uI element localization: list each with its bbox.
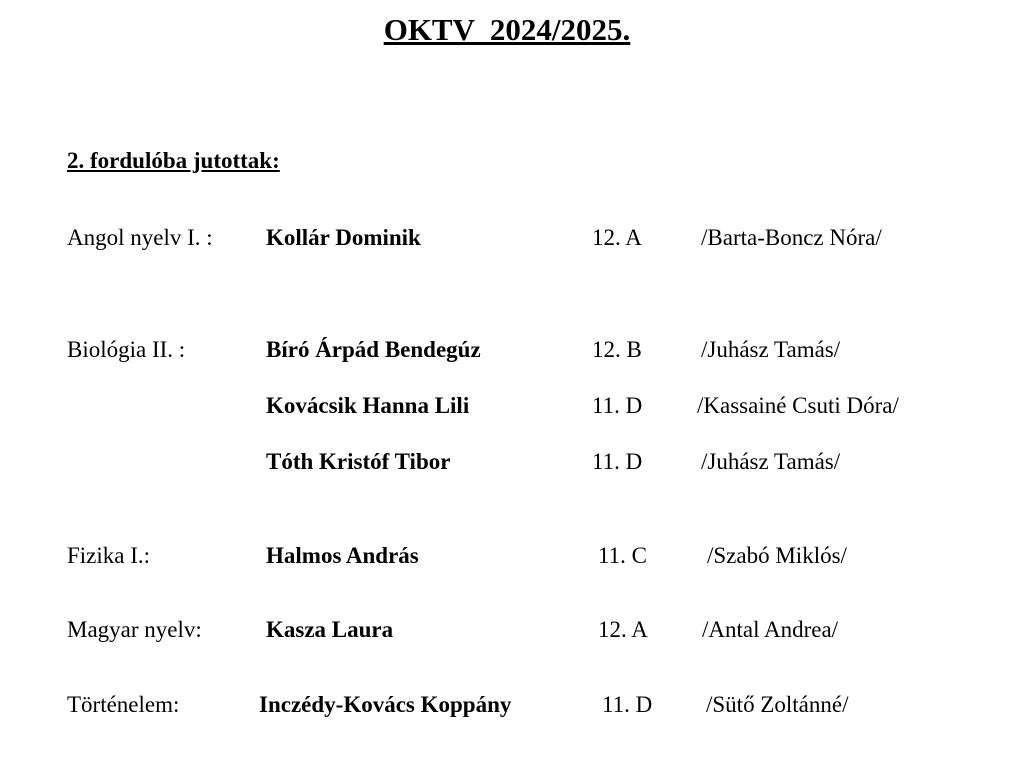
subject-label: Történelem: [67,692,180,717]
student-name: Kovácsik Hanna Lili [266,393,470,418]
section-heading: 2. fordulóba jutottak: [67,148,280,173]
student-name: Bíró Árpád Bendegúz [266,337,481,362]
student-name: Halmos András [266,543,419,568]
teacher-name: /Antal Andrea/ [702,617,839,642]
teacher-name: /Szabó Miklós/ [707,543,847,568]
class-label: 11. C [598,543,647,568]
subject-label: Fizika I.: [67,543,151,568]
teacher-name: /Juhász Tamás/ [701,337,841,362]
class-label: 11. D [592,449,643,474]
teacher-name: /Barta-Boncz Nóra/ [701,225,882,250]
page-title: OKTV 2024/2025. [383,12,631,47]
teacher-name: /Kassainé Csuti Dóra/ [697,393,899,418]
student-name: Tóth Kristóf Tibor [266,449,451,474]
subject-label: Biológia II. : [67,337,186,362]
student-name: Inczédy-Kovács Koppány [259,692,512,717]
student-name: Kasza Laura [266,617,394,642]
teacher-name: /Sütő Zoltánné/ [706,692,849,717]
class-label: 12. A [598,617,648,642]
class-label: 11. D [592,393,643,418]
teacher-name: /Juhász Tamás/ [701,449,841,474]
class-label: 12. B [592,337,642,362]
subject-label: Magyar nyelv: [67,617,202,642]
class-label: 12. A [592,225,642,250]
class-label: 11. D [602,692,653,717]
subject-label: Angol nyelv I. : [67,225,213,250]
student-name: Kollár Dominik [266,225,421,250]
